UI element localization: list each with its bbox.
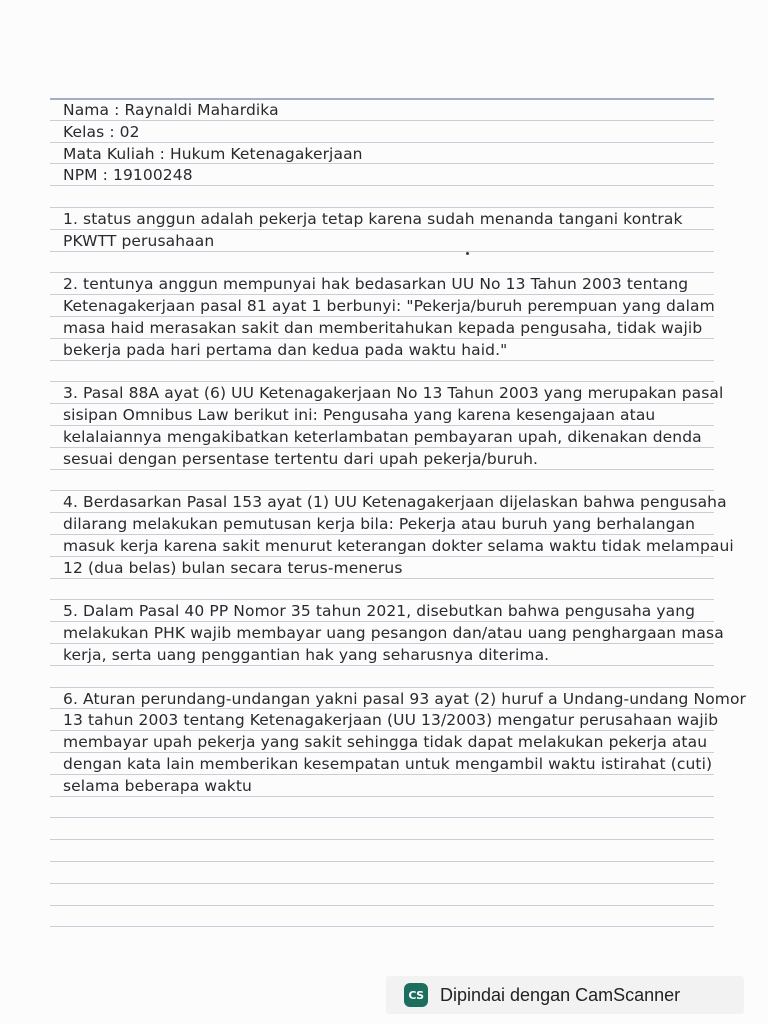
answer-5-line: melakukan PHK wajib membayar uang pesangon dan/atau uang penghargaan masa — [63, 624, 724, 643]
answer-3-line: sesuai dengan persentase tertentu dari upah pekerja/buruh. — [63, 449, 539, 468]
answer-2-line: bekerja pada hari pertama dan kedua pada waktu haid." — [63, 340, 508, 359]
answer-3-line: kelalaiannya mengakibatkan keterlambatan pembayaran upah, dikenakan denda — [63, 428, 702, 446]
ruled-line — [50, 905, 714, 906]
answer-4-line: 12 (dua belas) bulan secara terus-menerus — [63, 558, 403, 577]
ruled-line — [50, 142, 714, 143]
answer-5-line: kerja, serta uang penggantian hak yang seharusnya diterima. — [63, 646, 550, 664]
answer-4-line: 4. Berdasarkan Pasal 153 ayat (1) UU Ketenagakerjaan dijelaskan bahwa pengusaha — [63, 493, 727, 512]
answer-3-line: 3. Pasal 88A ayat (6) UU Ketenagakerjaan No 13 Tahun 2003 yang merupakan pasal — [63, 384, 724, 403]
ruled-line — [50, 861, 714, 862]
ruled-line — [50, 687, 714, 688]
answer-6-line: membayar upah pekerja yang sakit sehingga tidak dapat melakukan pekerja atau — [63, 733, 708, 752]
camscanner-watermark — [386, 976, 744, 1014]
answer-2-line: masa haid merasakan sakit dan memberitahukan kepada pengusaha, tidak wajib — [63, 319, 703, 337]
answer-1-line: PKWTT perusahaan — [63, 231, 215, 250]
answer-5-line: 5. Dalam Pasal 40 PP Nomor 35 tahun 2021, disebutkan bahwa pengusaha yang — [63, 602, 696, 621]
answer-6-line: 13 tahun 2003 tentang Ketenagakerjaan (UU 13/2003) mengatur perusahaan wajib — [63, 711, 719, 730]
student-name: Nama : Raynaldi Mahardika — [63, 101, 279, 119]
student-npm: NPM : 19100248 — [63, 166, 193, 185]
answer-6-line: 6. Aturan perundang-undangan yakni pasal 93 ayat (2) huruf a Undang-undang Nomor — [63, 689, 747, 708]
ruled-line — [50, 839, 714, 840]
course-name: Mata Kuliah : Hukum Ketenagakerjaan — [63, 144, 363, 163]
ruled-line — [50, 381, 714, 382]
answer-2-line: Ketenagakerjaan pasal 81 ayat 1 berbunyi: "Pekerja/buruh perempuan yang dalam — [63, 297, 715, 316]
answer-3-line: sisipan Omnibus Law berikut ini: Pengusaha yang karena kesengajaan atau — [63, 406, 656, 425]
watermark-text: Dipindai dengan CamScanner — [440, 984, 681, 1005]
answer-1-line: 1. status anggun adalah pekerja tetap karena sudah menanda tangani kontrak — [63, 210, 683, 228]
answer-4-line: masuk kerja karena sakit menurut keterangan dokter selama waktu tidak melampaui — [63, 537, 734, 555]
ruled-line — [50, 817, 714, 818]
ruled-line — [50, 883, 714, 884]
answer-6-line: selama beberapa waktu — [63, 776, 252, 795]
ruled-line — [50, 272, 714, 273]
ruled-line — [50, 490, 714, 491]
ruled-line — [50, 926, 714, 927]
student-class: Kelas : 02 — [63, 122, 140, 141]
camscanner-icon: CS — [404, 983, 428, 1007]
ruled-line — [50, 207, 714, 208]
ruled-line — [50, 599, 714, 600]
answer-4-line: dilarang melakukan pemutusan kerja bila: Pekerja atau buruh yang berhalangan — [63, 515, 696, 534]
answer-2-line: 2. tentunya anggun mempunyai hak bedasarkan UU No 13 Tahun 2003 tentang — [63, 275, 689, 294]
ink-dot — [466, 252, 469, 255]
answer-6-line: dengan kata lain memberikan kesempatan untuk mengambil waktu istirahat (cuti) — [63, 755, 713, 773]
